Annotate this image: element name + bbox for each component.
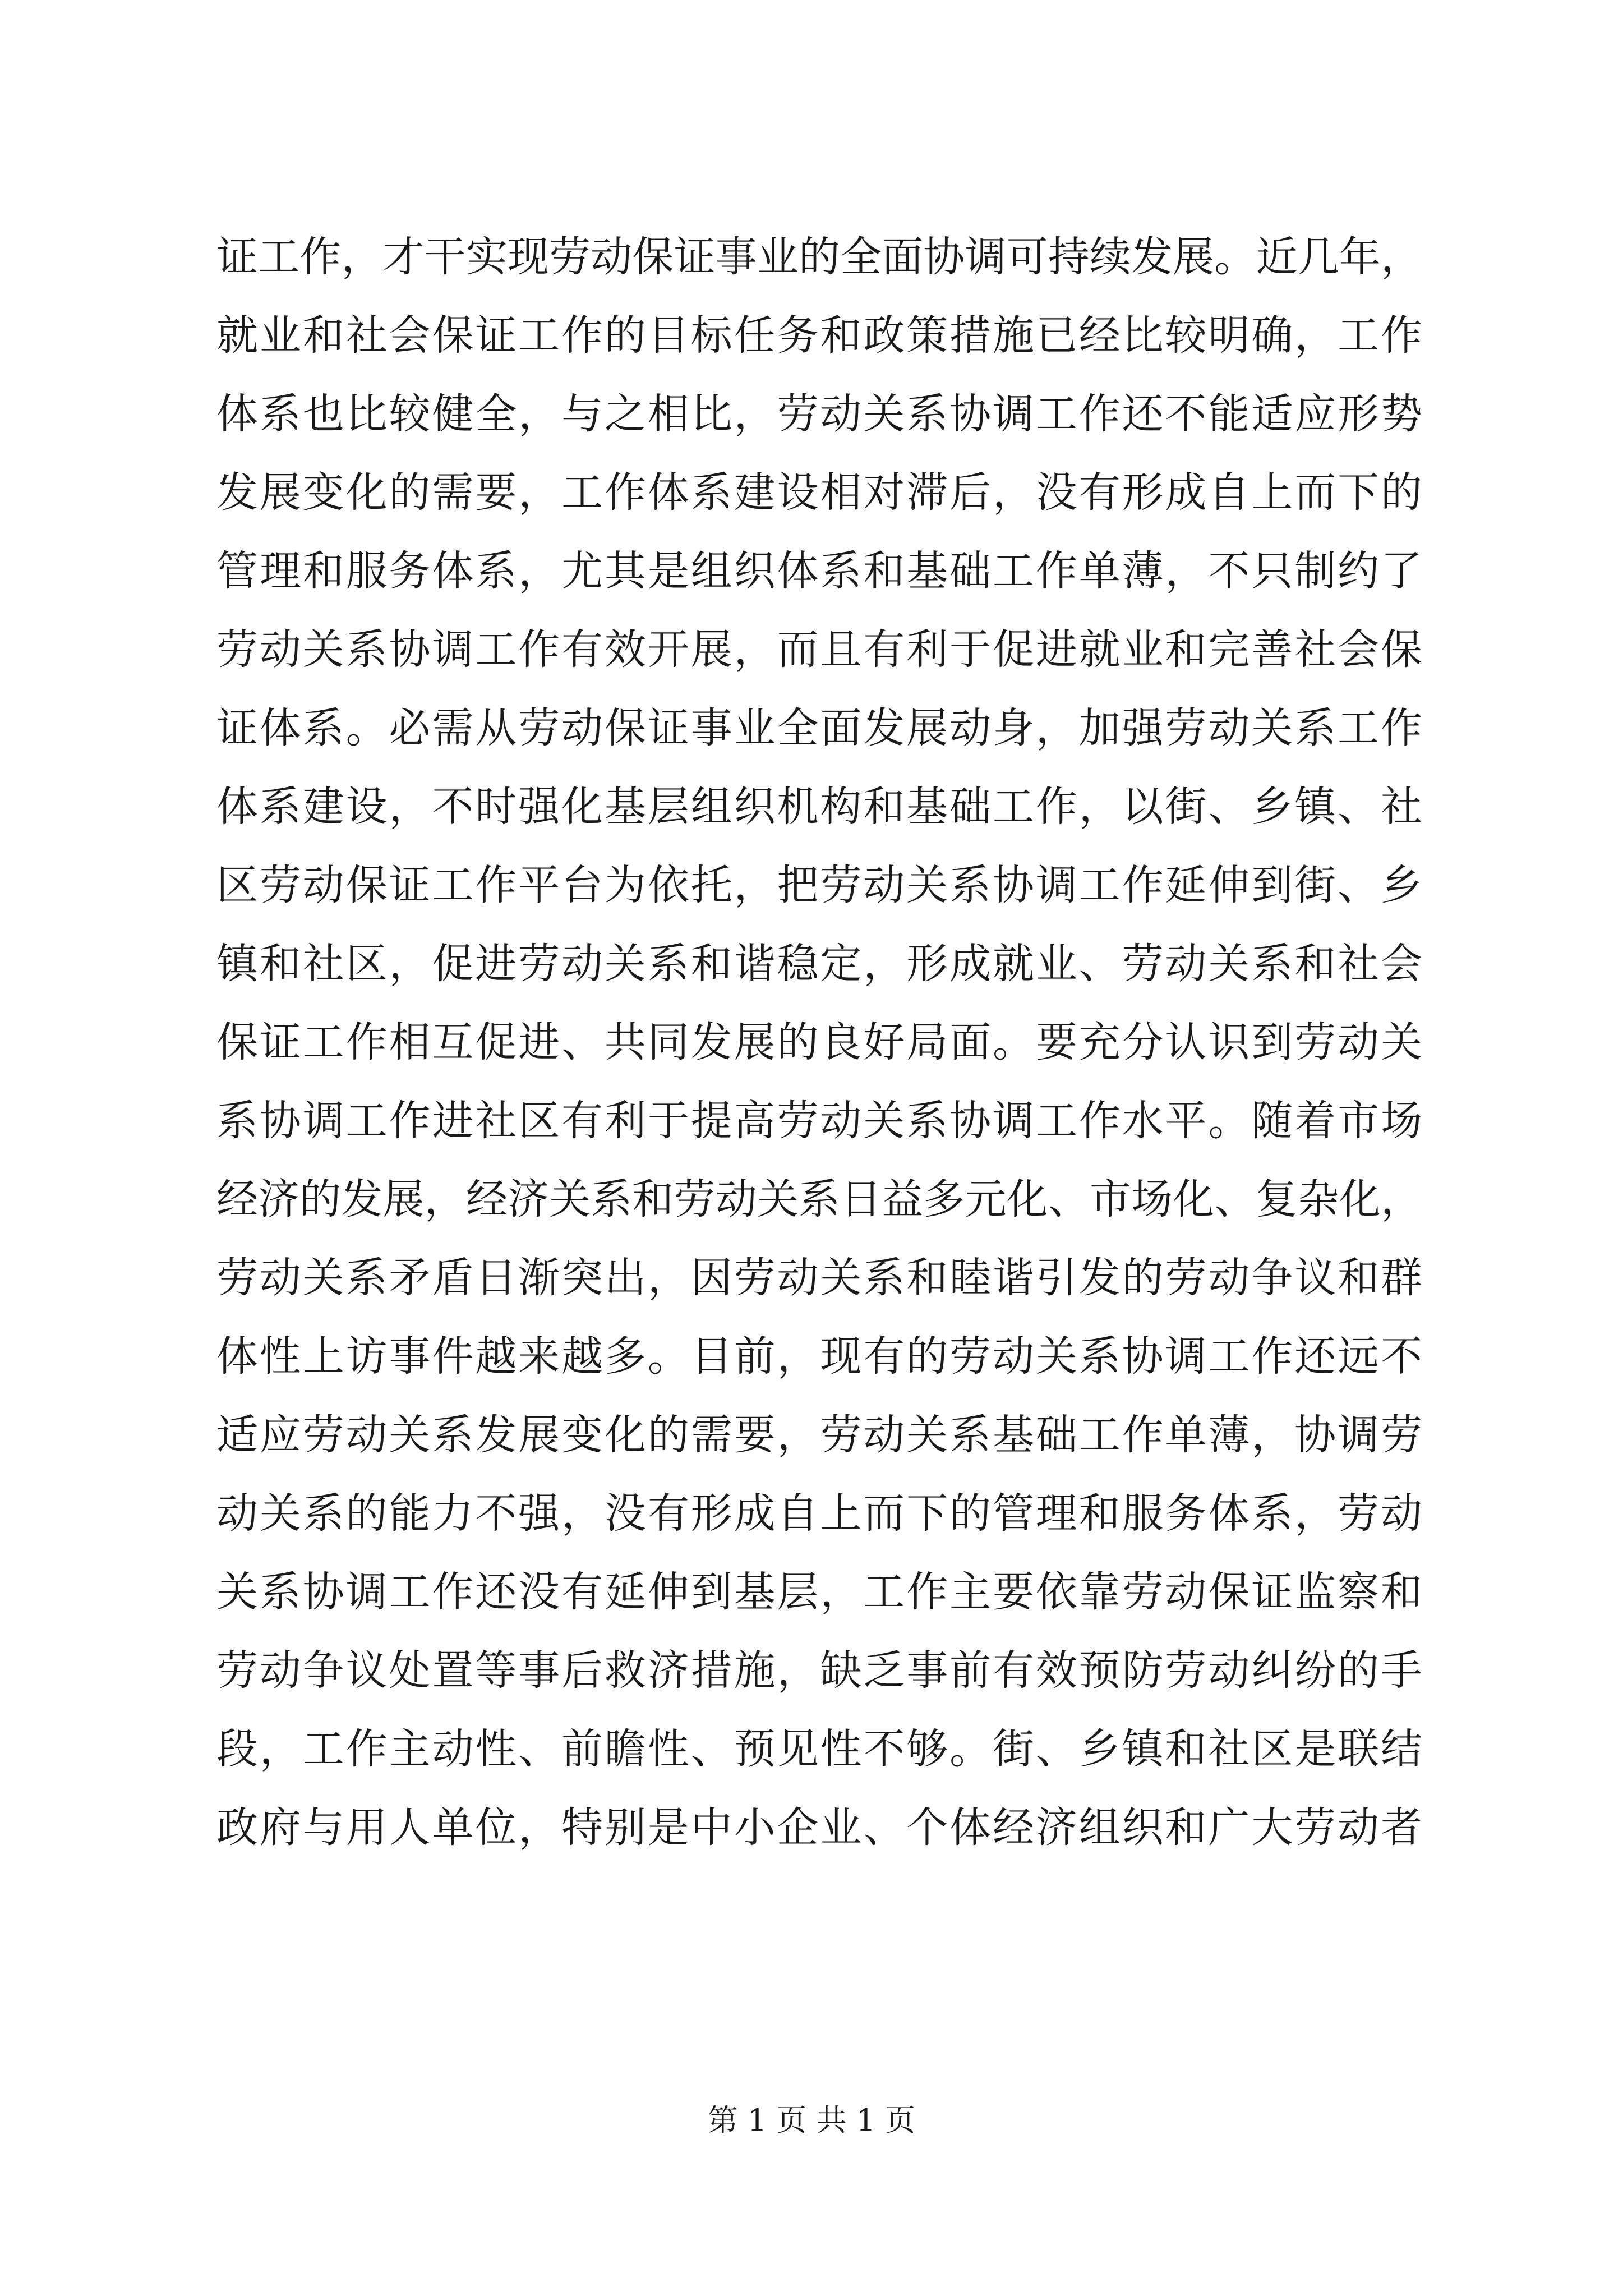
text-line: 镇和社区，促进劳动关系和谐稳定，形成就业、劳动关系和社会 bbox=[216, 940, 1422, 988]
text-line: 就业和社会保证工作的目标任务和政策措施已经比较明确，工作 bbox=[216, 311, 1422, 360]
text-line: 劳动争议处置等事后救济措施，缺乏事前有效预防劳动纠纷的手 bbox=[216, 1646, 1422, 1695]
page-footer: 第 1 页 共 1 页 bbox=[707, 2102, 916, 2138]
text-line: 动关系的能力不强，没有形成自上而下的管理和服务体系，劳动 bbox=[216, 1489, 1422, 1538]
text-line: 系协调工作进社区有利于提高劳动关系协调工作水平。随着市场 bbox=[216, 1097, 1422, 1145]
text-line: 保证工作相互促进、共同发展的良好局面。要充分认识到劳动关 bbox=[216, 1018, 1422, 1066]
text-line: 段，工作主动性、前瞻性、预见性不够。街、乡镇和社区是联结 bbox=[216, 1725, 1422, 1773]
body-text bbox=[216, 218, 1422, 1867]
text-line: 关系协调工作还没有延伸到基层，工作主要依靠劳动保证监察和 bbox=[216, 1568, 1422, 1616]
text-line: 证体系。必需从劳动保证事业全面发展动身，加强劳动关系工作 bbox=[216, 704, 1422, 752]
text-line: 政府与用人单位，特别是中小企业、个体经济组织和广大劳动者 bbox=[216, 1803, 1422, 1852]
text-line: 证工作，才干实现劳动保证事业的全面协调可持续发展。近几年， bbox=[216, 233, 1422, 281]
text-line: 劳动关系协调工作有效开展，而且有利于促进就业和完善社会保 bbox=[216, 625, 1422, 674]
text-line: 区劳动保证工作平台为依托，把劳动关系协调工作延伸到街、乡 bbox=[216, 861, 1422, 909]
text-line: 体性上访事件越来越多。目前，现有的劳动关系协调工作还远不 bbox=[216, 1332, 1422, 1381]
text-line: 体系建设，不时强化基层组织机构和基础工作，以街、乡镇、社 bbox=[216, 783, 1422, 831]
text-line: 发展变化的需要，工作体系建设相对滞后，没有形成自上而下的 bbox=[216, 468, 1422, 517]
text-line: 经济的发展，经济关系和劳动关系日益多元化、市场化、复杂化， bbox=[216, 1175, 1422, 1223]
text-line: 管理和服务体系，尤其是组织体系和基础工作单薄，不只制约了 bbox=[216, 547, 1422, 595]
text-line: 体系也比较健全，与之相比，劳动关系协调工作还不能适应形势 bbox=[216, 390, 1422, 438]
text-line: 劳动关系矛盾日渐突出，因劳动关系和睦谐引发的劳动争议和群 bbox=[216, 1254, 1422, 1302]
text-line: 适应劳动关系发展变化的需要，劳动关系基础工作单薄，协调劳 bbox=[216, 1411, 1422, 1459]
